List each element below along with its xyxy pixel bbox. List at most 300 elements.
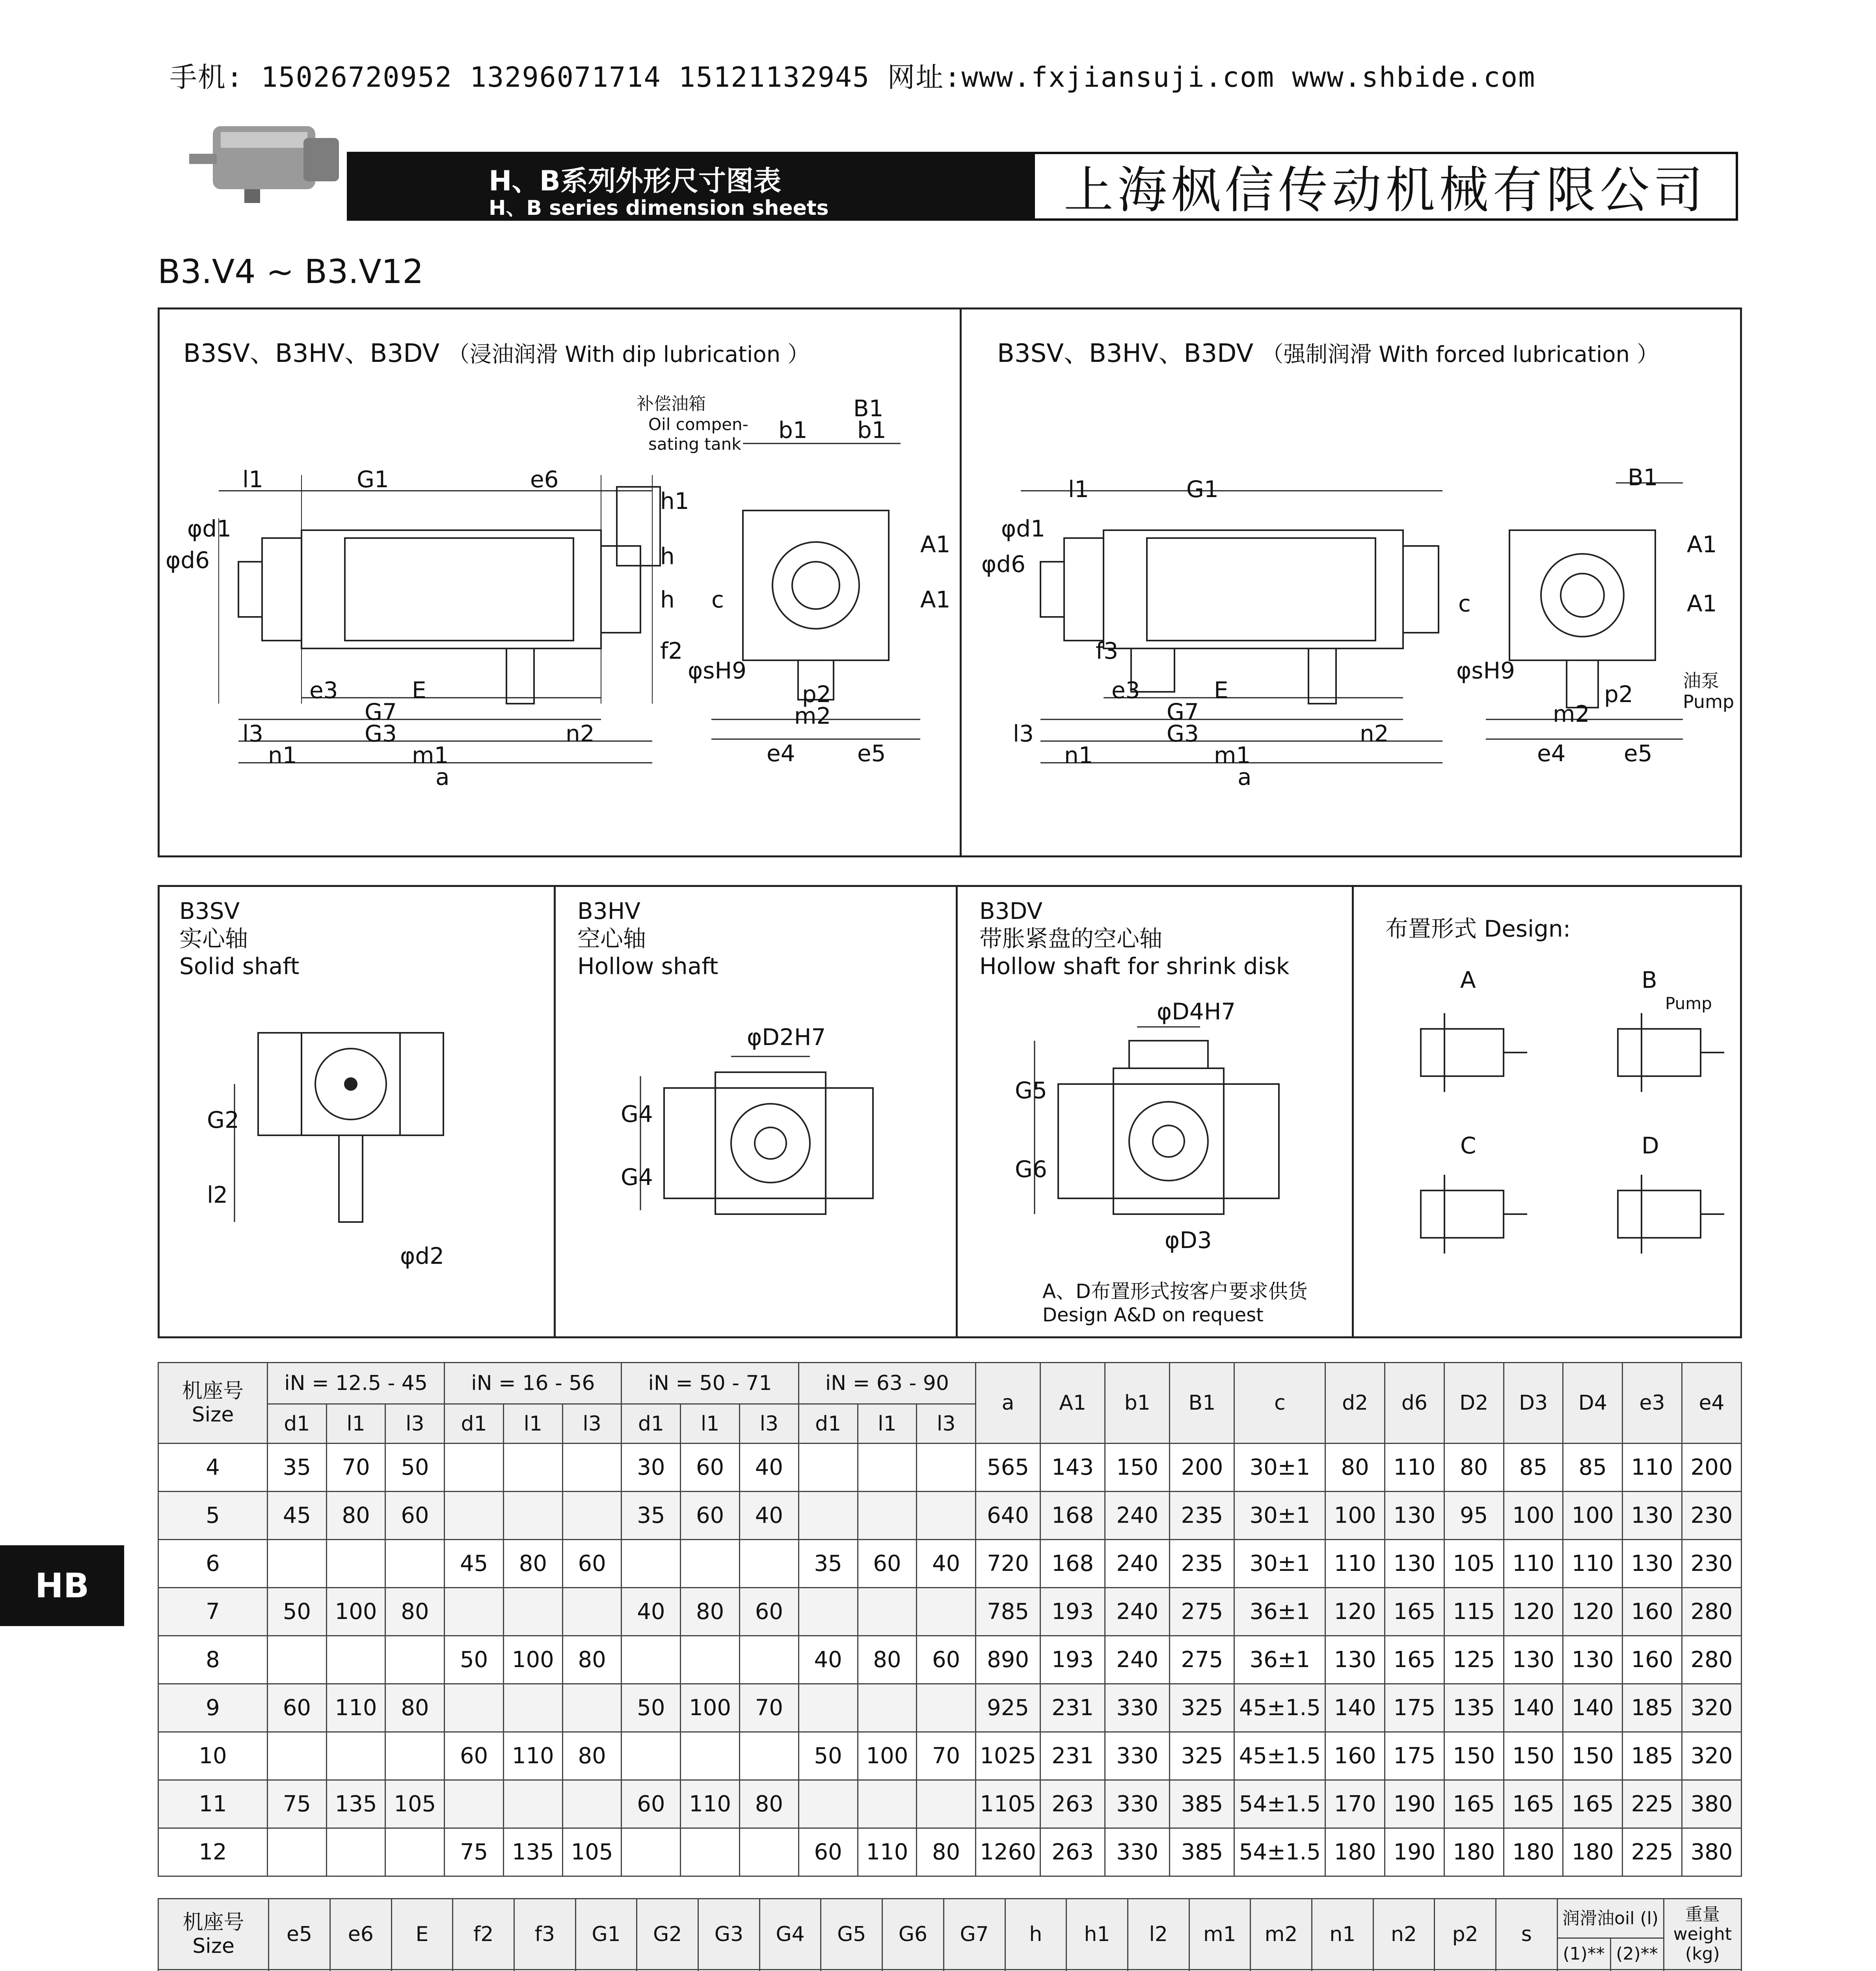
header-banner xyxy=(347,152,1738,221)
value-cell xyxy=(503,1588,562,1636)
dim-label: c xyxy=(1458,590,1471,617)
value-cell xyxy=(1128,1970,1189,1971)
size-cell: 10 xyxy=(158,1732,268,1780)
dim-label: 补偿油箱 xyxy=(636,394,706,414)
value-cell xyxy=(385,1828,445,1876)
dim-label: G4 xyxy=(621,1101,653,1127)
value-cell: 280 xyxy=(1682,1636,1741,1684)
hollow-shaft-code: B3HV xyxy=(577,898,640,924)
design-d-label: D xyxy=(1642,1132,1659,1159)
value-cell xyxy=(1312,1970,1373,1971)
col-header: G3 xyxy=(698,1899,760,1970)
value-cell: 40 xyxy=(739,1492,798,1540)
value-cell: 125 xyxy=(1444,1636,1504,1684)
value-cell xyxy=(917,1684,976,1732)
value-cell: 60 xyxy=(267,1684,326,1732)
value-cell: 110 xyxy=(858,1828,917,1876)
design-pump-label: Pump xyxy=(1665,994,1712,1013)
value-cell: 185 xyxy=(1623,1684,1682,1732)
section-tab: HB xyxy=(0,1545,124,1626)
table-row xyxy=(158,1684,1742,1732)
value-cell: 50 xyxy=(385,1444,445,1492)
dim-label: φd6 xyxy=(981,551,1025,578)
col-header: h1 xyxy=(1066,1899,1128,1970)
value-cell: 40 xyxy=(917,1540,976,1588)
dim-label: G3 xyxy=(365,720,397,747)
dim-label: A1 xyxy=(1687,590,1717,617)
forced-lube-label: （强制润滑 With forced lubrication ） xyxy=(1261,342,1659,367)
value-cell: 100 xyxy=(858,1732,917,1780)
col-header: m1 xyxy=(1189,1899,1251,1970)
value-cell: 130 xyxy=(1623,1540,1682,1588)
weight-header xyxy=(1664,1899,1741,1970)
value-cell xyxy=(798,1444,858,1492)
table-1-body xyxy=(158,1444,1742,1876)
value-cell: 70 xyxy=(917,1732,976,1780)
size-cell: 7 xyxy=(158,1588,268,1636)
value-cell: 80 xyxy=(562,1636,622,1684)
value-cell: 160 xyxy=(1623,1588,1682,1636)
value-cell: 120 xyxy=(1504,1588,1563,1636)
col-header: G5 xyxy=(821,1899,882,1970)
value-cell: 720 xyxy=(976,1540,1040,1588)
dim-label: n1 xyxy=(268,742,297,769)
dim-label: p2 xyxy=(1604,681,1633,708)
value-cell: 60 xyxy=(385,1492,445,1540)
value-cell xyxy=(1373,1970,1435,1971)
value-cell xyxy=(622,1636,681,1684)
contact-line: 手机: 15026720952 13296071714 15121132945 网址:www.fxjiansuji.com www.shbide.com xyxy=(169,61,1536,93)
value-cell xyxy=(858,1444,917,1492)
ratio-group-header: iN = 16 - 56 xyxy=(445,1363,622,1404)
value-cell: 240 xyxy=(1105,1588,1170,1636)
value-cell: 180 xyxy=(1444,1828,1504,1876)
value-cell: 80 xyxy=(1325,1444,1385,1492)
value-cell: 330 xyxy=(1105,1684,1170,1732)
dim-label: e5 xyxy=(857,740,886,767)
value-cell: 80 xyxy=(503,1540,562,1588)
solid-shaft-en: Solid shaft xyxy=(179,953,300,980)
value-cell: 165 xyxy=(1385,1636,1444,1684)
value-cell: 130 xyxy=(1563,1636,1623,1684)
value-cell: 150 xyxy=(1504,1732,1563,1780)
value-cell xyxy=(453,1970,514,1971)
dim-label: A1 xyxy=(920,531,951,558)
value-cell: 143 xyxy=(1040,1444,1105,1492)
value-cell: 100 xyxy=(503,1636,562,1684)
col-header: b1 xyxy=(1105,1363,1170,1444)
dim-label: Pump xyxy=(1683,691,1735,712)
value-cell: 105 xyxy=(1444,1540,1504,1588)
value-cell: 193 xyxy=(1040,1588,1105,1636)
size-cell: 6 xyxy=(158,1540,268,1588)
col-header: n2 xyxy=(1373,1899,1435,1970)
size-header-en: Size xyxy=(192,1403,234,1427)
sub-header: d1 xyxy=(798,1404,858,1444)
value-cell: 320 xyxy=(1682,1732,1741,1780)
ratio-group-header: iN = 50 - 71 xyxy=(622,1363,798,1404)
value-cell: 60 xyxy=(681,1492,740,1540)
value-cell: 95 xyxy=(1444,1492,1504,1540)
value-cell: 175 xyxy=(1385,1732,1444,1780)
value-cell: 50 xyxy=(445,1636,504,1684)
value-cell xyxy=(681,1636,740,1684)
value-cell xyxy=(267,1732,326,1780)
value-cell: 150 xyxy=(1105,1444,1170,1492)
value-cell: 240 xyxy=(1105,1636,1170,1684)
col-header: D4 xyxy=(1563,1363,1623,1444)
value-cell: 35 xyxy=(267,1444,326,1492)
dip-lube-label: （浸油润滑 With dip lubrication ） xyxy=(447,342,810,367)
weight-header-cn: 重量 xyxy=(1685,1904,1720,1924)
size-cell: 5 xyxy=(158,1492,268,1540)
value-cell xyxy=(739,1636,798,1684)
value-cell xyxy=(503,1684,562,1732)
value-cell: 45 xyxy=(267,1492,326,1540)
banner-title-en: H、B series dimension sheets xyxy=(489,196,829,220)
value-cell: 150 xyxy=(1563,1732,1623,1780)
dim-label: B1 xyxy=(853,395,884,422)
value-cell: 40 xyxy=(622,1588,681,1636)
col-header: G2 xyxy=(637,1899,698,1970)
value-cell: 30±1 xyxy=(1234,1540,1325,1588)
value-cell: 231 xyxy=(1040,1732,1105,1780)
value-cell: 105 xyxy=(385,1780,445,1828)
value-cell: 150 xyxy=(1444,1732,1504,1780)
sub-header: l1 xyxy=(681,1404,740,1444)
dim-label: 油泵 xyxy=(1683,670,1719,691)
value-cell xyxy=(917,1780,976,1828)
col-header: c xyxy=(1234,1363,1325,1444)
dim-label: A1 xyxy=(1687,531,1717,558)
sub-header: d1 xyxy=(445,1404,504,1444)
value-cell xyxy=(562,1444,622,1492)
value-cell: 325 xyxy=(1170,1684,1234,1732)
value-cell: 275 xyxy=(1170,1636,1234,1684)
size-cell: 12 xyxy=(158,1828,268,1876)
value-cell: 135 xyxy=(503,1828,562,1876)
value-cell xyxy=(326,1732,385,1780)
value-cell: 30±1 xyxy=(1234,1492,1325,1540)
dim-label: m1 xyxy=(1214,742,1251,769)
dim-label: e6 xyxy=(530,466,559,493)
value-cell: 640 xyxy=(976,1492,1040,1540)
value-cell: 30 xyxy=(622,1444,681,1492)
col-header: l2 xyxy=(1128,1899,1189,1970)
table-row xyxy=(158,1540,1742,1588)
value-cell: 80 xyxy=(858,1636,917,1684)
value-cell: 40 xyxy=(739,1444,798,1492)
value-cell: 115 xyxy=(1444,1588,1504,1636)
value-cell xyxy=(739,1828,798,1876)
dim-label: f2 xyxy=(660,637,683,664)
value-cell: 30±1 xyxy=(1234,1444,1325,1492)
dim-label: E xyxy=(1214,677,1228,704)
value-cell: 165 xyxy=(1504,1780,1563,1828)
col-header: G6 xyxy=(882,1899,944,1970)
value-cell xyxy=(330,1970,391,1971)
value-cell xyxy=(514,1970,576,1971)
col-header: m2 xyxy=(1251,1899,1312,1970)
value-cell: 60 xyxy=(622,1780,681,1828)
value-cell xyxy=(1664,1970,1741,1971)
forced-lubrication-panel xyxy=(960,307,1742,857)
value-cell: 200 xyxy=(1682,1444,1741,1492)
value-cell: 230 xyxy=(1682,1492,1741,1540)
value-cell: 565 xyxy=(976,1444,1040,1492)
hollow-shaft-en: Hollow shaft xyxy=(577,953,718,980)
dim-label: G2 xyxy=(207,1107,239,1133)
value-cell: 80 xyxy=(326,1492,385,1540)
col-header: h xyxy=(1005,1899,1066,1970)
col-header: G4 xyxy=(759,1899,821,1970)
value-cell xyxy=(391,1970,453,1971)
value-cell xyxy=(445,1444,504,1492)
value-cell: 80 xyxy=(385,1684,445,1732)
dim-label: f3 xyxy=(1096,637,1119,664)
dim-label: sating tank xyxy=(648,434,741,454)
value-cell: 330 xyxy=(1105,1780,1170,1828)
value-cell xyxy=(681,1732,740,1780)
design-a-label: A xyxy=(1460,967,1476,993)
divider xyxy=(1352,887,1354,1336)
divider xyxy=(956,887,958,1336)
value-cell: 190 xyxy=(1385,1828,1444,1876)
table-2-body xyxy=(158,1970,1742,1971)
dim-label: G6 xyxy=(1015,1156,1047,1183)
dim-label: n2 xyxy=(566,720,595,747)
value-cell: 120 xyxy=(1325,1588,1385,1636)
value-cell xyxy=(917,1588,976,1636)
sub-header: d1 xyxy=(267,1404,326,1444)
value-cell xyxy=(562,1492,622,1540)
dim-label: φD2H7 xyxy=(747,1024,826,1051)
value-cell xyxy=(1251,1970,1312,1971)
size-cell: 11 xyxy=(158,1780,268,1828)
value-cell: 80 xyxy=(385,1588,445,1636)
value-cell: 140 xyxy=(1504,1684,1563,1732)
solid-shaft-code: B3SV xyxy=(179,898,240,924)
dim-label: e4 xyxy=(767,740,795,767)
value-cell: 240 xyxy=(1105,1492,1170,1540)
dim-label: h1 xyxy=(660,488,689,514)
size-header-cn: 机座号 xyxy=(182,1379,244,1403)
sub-header: l3 xyxy=(917,1404,976,1444)
value-cell: 175 xyxy=(1385,1684,1444,1732)
col-header: B1 xyxy=(1170,1363,1234,1444)
dim-label: φsH9 xyxy=(1456,657,1515,684)
value-cell: 165 xyxy=(1444,1780,1504,1828)
hollow-shaft-drawing xyxy=(625,1045,924,1281)
value-cell: 235 xyxy=(1170,1540,1234,1588)
sub-header: l3 xyxy=(562,1404,622,1444)
shrink-shaft-drawing xyxy=(1019,1017,1326,1261)
value-cell: 168 xyxy=(1040,1540,1105,1588)
value-cell: 110 xyxy=(1325,1540,1385,1588)
value-cell xyxy=(917,1444,976,1492)
value-cell xyxy=(503,1492,562,1540)
table-row xyxy=(158,1492,1742,1540)
value-cell xyxy=(269,1970,330,1971)
value-cell: 385 xyxy=(1170,1780,1234,1828)
value-cell: 280 xyxy=(1682,1588,1741,1636)
sub-header: l1 xyxy=(326,1404,385,1444)
dim-label: G3 xyxy=(1167,720,1199,747)
value-cell: 320 xyxy=(1682,1684,1741,1732)
dim-label: l3 xyxy=(1013,720,1034,747)
value-cell xyxy=(445,1492,504,1540)
value-cell: 85 xyxy=(1563,1444,1623,1492)
value-cell: 85 xyxy=(1504,1444,1563,1492)
value-cell xyxy=(326,1636,385,1684)
value-cell: 80 xyxy=(917,1828,976,1876)
value-cell xyxy=(267,1636,326,1684)
value-cell: 60 xyxy=(445,1732,504,1780)
dim-label: e3 xyxy=(1111,677,1140,704)
dim-label: h xyxy=(660,543,675,570)
value-cell: 385 xyxy=(1170,1828,1234,1876)
col-header: d6 xyxy=(1385,1363,1444,1444)
dim-label: G1 xyxy=(1186,476,1219,503)
value-cell xyxy=(681,1540,740,1588)
oil-sub-header: (1)** xyxy=(1557,1938,1610,1970)
value-cell: 130 xyxy=(1504,1636,1563,1684)
value-cell xyxy=(858,1492,917,1540)
value-cell: 60 xyxy=(739,1588,798,1636)
value-cell: 35 xyxy=(798,1540,858,1588)
value-cell xyxy=(267,1540,326,1588)
value-cell: 130 xyxy=(1385,1492,1444,1540)
col-header: D2 xyxy=(1444,1363,1504,1444)
value-cell: 60 xyxy=(562,1540,622,1588)
value-cell xyxy=(798,1780,858,1828)
value-cell: 50 xyxy=(798,1732,858,1780)
value-cell: 1260 xyxy=(976,1828,1040,1876)
col-header: G7 xyxy=(944,1899,1005,1970)
value-cell: 140 xyxy=(1563,1684,1623,1732)
dim-label: G1 xyxy=(357,466,389,493)
value-cell xyxy=(739,1732,798,1780)
shrink-shaft-en: Hollow shaft for shrink disk xyxy=(979,953,1290,980)
value-cell: 165 xyxy=(1563,1780,1623,1828)
shrink-note-cn: A、D布置形式按客户要求供货 xyxy=(1042,1280,1308,1303)
value-cell: 60 xyxy=(798,1828,858,1876)
value-cell: 180 xyxy=(1563,1828,1623,1876)
value-cell: 100 xyxy=(1504,1492,1563,1540)
value-cell: 100 xyxy=(1563,1492,1623,1540)
value-cell: 36±1 xyxy=(1234,1588,1325,1636)
value-cell: 231 xyxy=(1040,1684,1105,1732)
dim-label: p2 xyxy=(802,681,831,708)
dim-label: φd1 xyxy=(187,515,231,542)
value-cell: 925 xyxy=(976,1684,1040,1732)
value-cell: 193 xyxy=(1040,1636,1105,1684)
dim-label: φsH9 xyxy=(688,657,746,684)
sub-header: l3 xyxy=(739,1404,798,1444)
value-cell xyxy=(622,1540,681,1588)
dim-label: B1 xyxy=(1628,464,1658,491)
value-cell xyxy=(944,1970,1005,1971)
value-cell: 263 xyxy=(1040,1780,1105,1828)
value-cell xyxy=(562,1780,622,1828)
col-header: E xyxy=(391,1899,453,1970)
dim-label: G5 xyxy=(1015,1077,1047,1104)
dim-label: e3 xyxy=(309,677,338,704)
value-cell xyxy=(681,1828,740,1876)
design-c-label: C xyxy=(1460,1132,1476,1159)
col-header: A1 xyxy=(1040,1363,1105,1444)
value-cell: 225 xyxy=(1623,1780,1682,1828)
value-cell xyxy=(759,1970,821,1971)
col-header: e4 xyxy=(1682,1363,1741,1444)
value-cell: 230 xyxy=(1682,1540,1741,1588)
value-cell xyxy=(637,1970,698,1971)
value-cell: 135 xyxy=(1444,1684,1504,1732)
value-cell xyxy=(821,1970,882,1971)
value-cell: 160 xyxy=(1325,1732,1385,1780)
value-cell xyxy=(385,1732,445,1780)
dim-label: E xyxy=(412,677,426,704)
dim-label: m2 xyxy=(794,702,831,729)
value-cell: 135 xyxy=(326,1780,385,1828)
value-cell: 50 xyxy=(622,1684,681,1732)
value-cell xyxy=(575,1970,637,1971)
col-header: n1 xyxy=(1312,1899,1373,1970)
value-cell: 50 xyxy=(267,1588,326,1636)
dim-label: n2 xyxy=(1360,720,1389,747)
value-cell xyxy=(503,1444,562,1492)
value-cell: 110 xyxy=(1563,1540,1623,1588)
value-cell: 785 xyxy=(976,1588,1040,1636)
size-header xyxy=(158,1363,268,1444)
value-cell xyxy=(858,1588,917,1636)
table-row xyxy=(158,1636,1742,1684)
value-cell: 190 xyxy=(1385,1780,1444,1828)
value-cell: 330 xyxy=(1105,1732,1170,1780)
shrink-shaft-code: B3DV xyxy=(979,898,1043,924)
shrink-note-en: Design A&D on request xyxy=(1042,1304,1264,1326)
dim-label: φD4H7 xyxy=(1157,998,1236,1025)
value-cell: 130 xyxy=(1385,1540,1444,1588)
hollow-shaft-cn: 空心轴 xyxy=(577,925,646,952)
forced-drawing xyxy=(962,309,1744,859)
value-cell xyxy=(622,1732,681,1780)
dip-lubrication-panel xyxy=(158,307,962,857)
value-cell xyxy=(562,1684,622,1732)
weight-header-unit: (kg) xyxy=(1685,1943,1720,1964)
value-cell: 168 xyxy=(1040,1492,1105,1540)
dim-label: G4 xyxy=(621,1164,653,1190)
value-cell xyxy=(385,1636,445,1684)
value-cell xyxy=(858,1684,917,1732)
dim-label: G7 xyxy=(365,699,397,725)
value-cell: 35 xyxy=(622,1492,681,1540)
col-header: e5 xyxy=(269,1899,330,1970)
value-cell: 170 xyxy=(1325,1780,1385,1828)
value-cell: 36±1 xyxy=(1234,1636,1325,1684)
value-cell: 225 xyxy=(1623,1828,1682,1876)
value-cell: 60 xyxy=(681,1444,740,1492)
table-row xyxy=(158,1780,1742,1828)
dip-drawing xyxy=(160,309,964,859)
value-cell xyxy=(445,1588,504,1636)
oil-sub-header: (2)** xyxy=(1610,1938,1664,1970)
value-cell xyxy=(1189,1970,1251,1971)
value-cell xyxy=(798,1588,858,1636)
value-cell: 54±1.5 xyxy=(1234,1780,1325,1828)
solid-shaft-cn: 实心轴 xyxy=(179,925,248,952)
value-cell xyxy=(1557,1970,1610,1971)
